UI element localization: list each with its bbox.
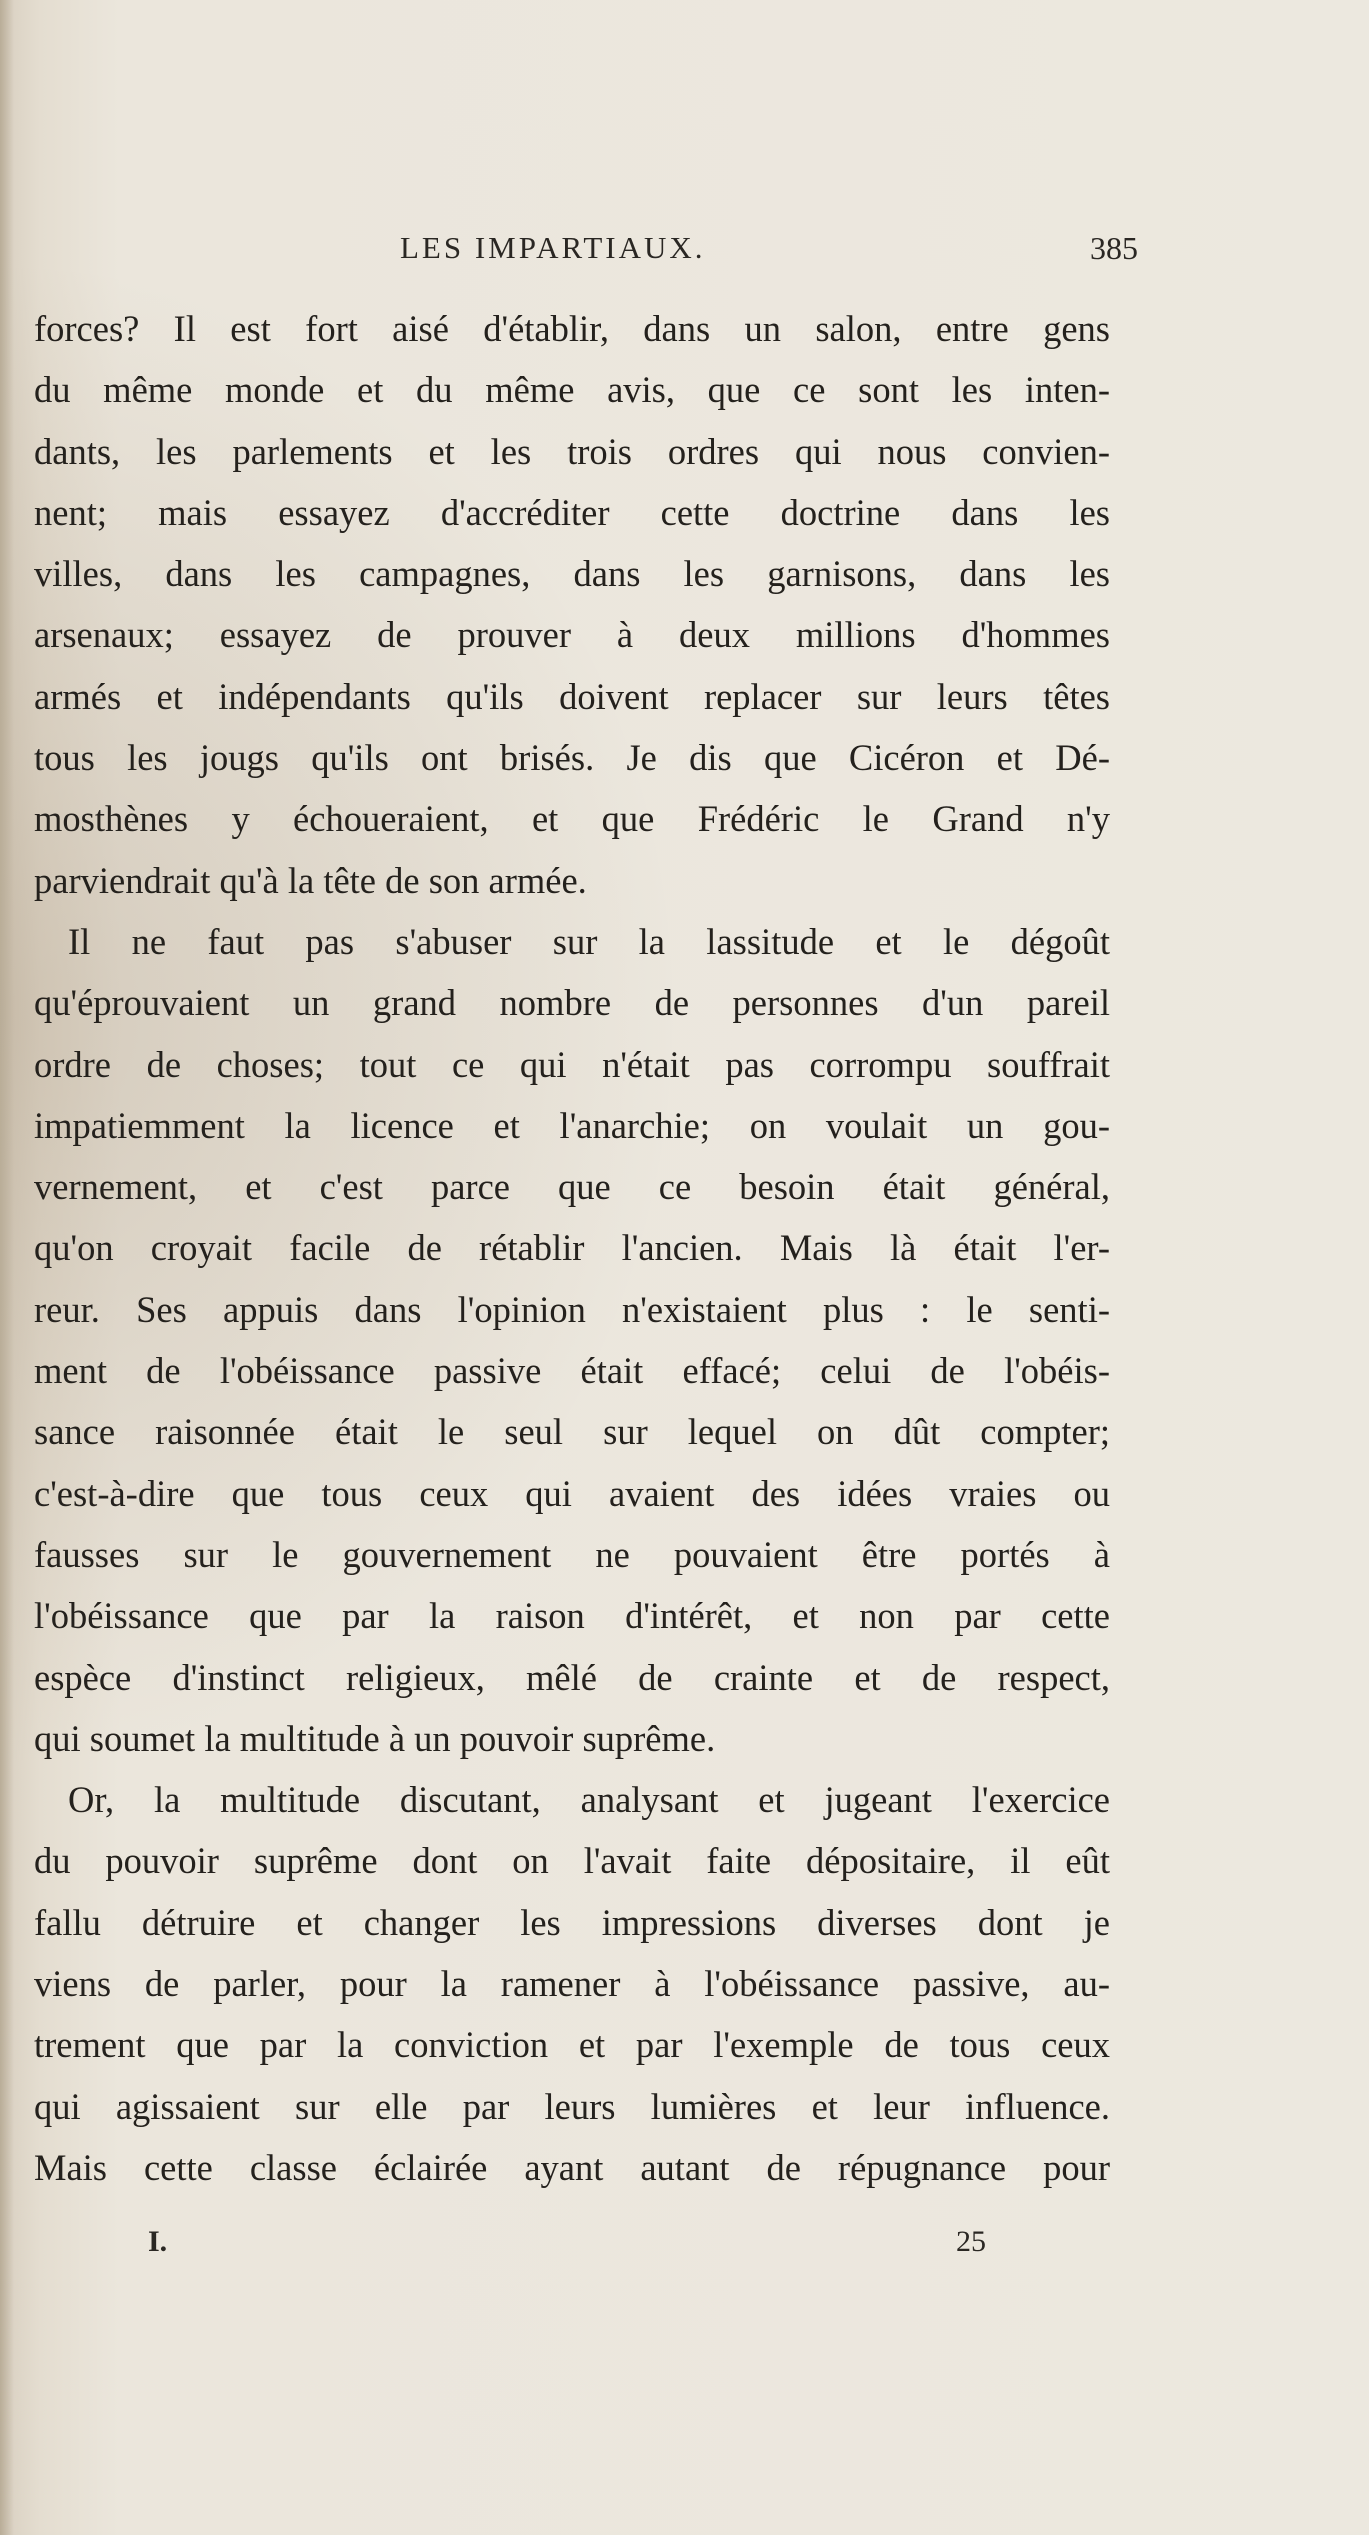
paragraph-first-line: Il ne faut pas s'abuser sur la lassitude et le dégoût bbox=[68, 920, 1110, 962]
text-line: reur. Ses appuis dans l'opinion n'existaient plus : le senti- bbox=[34, 1288, 1110, 1330]
text-line: armés et indépendants qu'ils doivent replacer sur leurs têtes bbox=[34, 675, 1110, 717]
running-head bbox=[400, 230, 1160, 280]
text-line: c'est-à-dire que tous ceux qui avaient des idées vraies ou bbox=[34, 1472, 1110, 1514]
text-line: sance raisonnée était le seul sur lequel on dût compter; bbox=[34, 1411, 1110, 1453]
text-line: qu'éprouvaient un grand nombre de personnes d'un pareil bbox=[34, 982, 1110, 1024]
page-number: 385 bbox=[1090, 230, 1138, 266]
text-line: qui agissaient sur elle par leurs lumières et leur influence. bbox=[34, 2085, 1110, 2127]
text-line: qu'on croyait facile de rétablir l'ancien. Mais là était l'er- bbox=[34, 1227, 1110, 1269]
text-line: du même monde et du même avis, que ce sont les inten- bbox=[34, 369, 1110, 411]
paragraph-first-line: Or, la multitude discutant, analysant et jugeant l'exercice bbox=[68, 1779, 1110, 1821]
text-line: trement que par la conviction et par l'exemple de tous ceux bbox=[34, 2024, 1110, 2066]
text-line: fausses sur le gouvernement ne pouvaient être portés à bbox=[34, 1533, 1110, 1575]
text-line: qui soumet la multitude à un pouvoir suprême. bbox=[34, 1717, 716, 1759]
text-line: ment de l'obéissance passive était effacé; celui de l'obéis- bbox=[34, 1350, 1110, 1392]
text-line: du pouvoir suprême dont on l'avait faite dépositaire, il eût bbox=[34, 1840, 1110, 1882]
text-line: l'obéissance que par la raison d'intérêt, et non par cette bbox=[34, 1595, 1110, 1637]
text-line: parviendrait qu'à la tête de son armée. bbox=[34, 859, 587, 901]
text-line: nent; mais essayez d'accréditer cette doctrine dans les bbox=[34, 491, 1110, 533]
text-line: ordre de choses; tout ce qui n'était pas corrompu souffrait bbox=[34, 1043, 1110, 1085]
text-line: villes, dans les campagnes, dans les garnisons, dans les bbox=[34, 553, 1110, 595]
body-text bbox=[34, 298, 1110, 2198]
text-line: vernement, et c'est parce que ce besoin était général, bbox=[34, 1166, 1110, 1208]
text-line: impatiemment la licence et l'anarchie; on voulait un gou- bbox=[34, 1104, 1110, 1146]
text-line: tous les jougs qu'ils ont brisés. Je dis que Cicéron et Dé- bbox=[34, 737, 1110, 779]
volume-signature: I. bbox=[148, 2225, 168, 2258]
text-line: dants, les parlements et les trois ordres qui nous convien- bbox=[34, 430, 1110, 472]
text-line: viens de parler, pour la ramener à l'obéissance passive, au- bbox=[34, 1963, 1110, 2005]
text-line: mosthènes y échoueraient, et que Frédéric le Grand n'y bbox=[34, 798, 1110, 840]
text-line: forces? Il est fort aisé d'établir, dans un salon, entre gens bbox=[34, 308, 1110, 349]
text-line: Mais cette classe éclairée ayant autant de répugnance pour bbox=[34, 2146, 1110, 2188]
signature-line bbox=[0, 2225, 1369, 2275]
text-line: espèce d'instinct religieux, mêlé de crainte et de respect, bbox=[34, 1656, 1110, 1698]
sheet-signature: 25 bbox=[956, 2225, 986, 2258]
text-line: fallu détruire et changer les impressions diverses dont je bbox=[34, 1901, 1110, 1943]
text-line: arsenaux; essayez de prouver à deux millions d'hommes bbox=[34, 614, 1110, 656]
running-title: LES IMPARTIAUX. bbox=[400, 230, 706, 265]
